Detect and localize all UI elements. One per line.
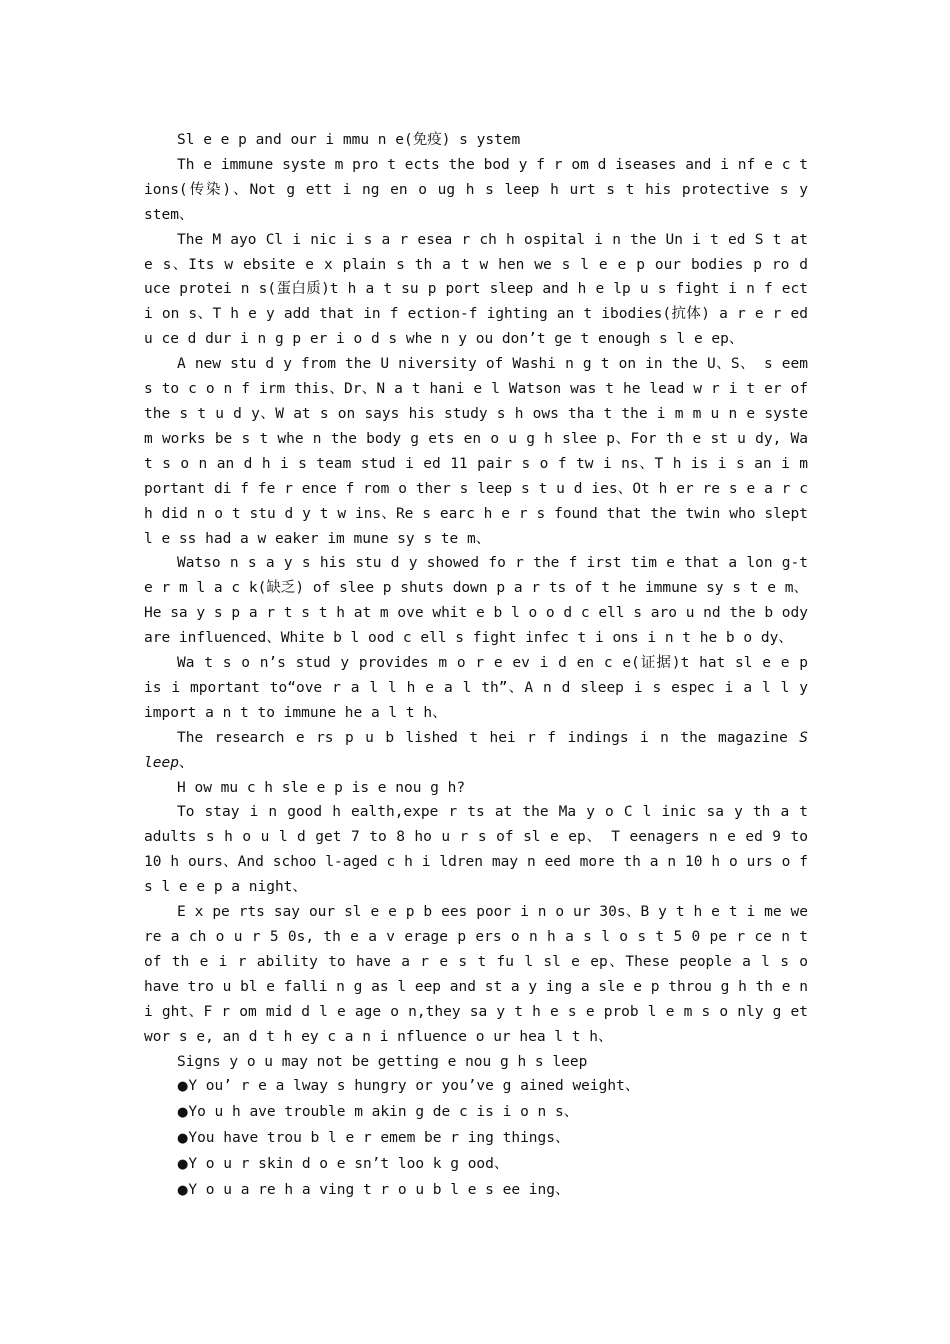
list-item [144, 1100, 808, 1126]
paragraph-5: Wa t s o n’s stud y provides m o r e ev i d en c e(证据)t hat sl e e p is i mportant to“ove r a l l h e a l th”、A n d sleep i s espec i a l l y import a n t to immune he a l t h、 [144, 655, 808, 721]
paragraph-7: E x pe rts say our sl e e p b ees poor i n o ur 30s、B y t h e t i me we re a ch o u r 5 0s, th e a v erage p ers o n h a s l o s t 5 0 pe r ce n t of th e i r ability to have a r e s t fu l sl e ep、These people a l s o have tro u bl e falli n g as l eep and st a y ing a sle e p throu g h th e n i ght、F r om mid d l e age o n,they sa y t h e s e prob l e m s o nly g et wor s e, an d t h ey c a n i nfluence o ur hea l t h、 [144, 904, 808, 1045]
list-item [144, 1178, 808, 1204]
paragraph-3: A new stu d y from the U niversity of Washi n g t on in the U、S、 s eem s to c o n f irm this、Dr、N a t hani e l Watson was t he lead w r i t er of the s t u d y、W at s on says his study s h ows tha t the i m m u n e syste m works be s t whe n the body g ets en o u g h slee p、For th e st u dy, Wa t s o n an d h i s team stud i ed 11 pair s o f tw i ns、T h is i s an i m portant di f fe r ence f rom o ther s leep s t u d ies、Ot h er re s e a r c h did n o t stu d y t w ins、Re s earc h e r s found that the twin who slept l e ss had a w eaker im mune sy s te m、 [144, 356, 808, 547]
published-prefix: The research e rs p u b lished t hei r f indings i n the magazine [177, 729, 800, 746]
bullet-icon: ● [177, 1157, 189, 1173]
list-item [144, 1126, 808, 1152]
list-item-text: Y o u r skin d o e sn’t loo k g ood、 [188, 1156, 509, 1173]
article-title: Sl e e p and our i mmu n e(免疫) s ystem [177, 132, 521, 148]
bullet-icon: ● [177, 1105, 189, 1121]
list-item-text: You have trou b l e r emem be r ing things、 [188, 1130, 570, 1147]
signs-list [144, 1074, 808, 1204]
list-item [144, 1152, 808, 1178]
list-item-text: Yo u h ave trouble m akin g de c is i o n s、 [188, 1104, 579, 1121]
published-suffix: 、 [178, 754, 194, 771]
list-item [144, 1074, 808, 1100]
paragraph-4: Watso n s a y s his stu d y showed fo r the f irst tim e that a lon g-t e r m l a c k(缺乏) of slee p shuts down p a r ts of t he immune sy s t e m、He sa y s p a r t s t h at m ove whit e b l o o d c ell s aro u nd the b ody are influenced、White b l ood c ell s fight infec t i ons i n t he b o dy、 [144, 555, 808, 647]
bullet-icon: ● [177, 1131, 189, 1147]
signs-heading: Signs y o u may not be getting e nou g h s leep [177, 1053, 588, 1070]
bullet-icon: ● [177, 1079, 189, 1095]
bullet-icon: ● [177, 1183, 189, 1199]
paragraph-2: The M ayo Cl i nic i s a r esea r ch h ospital i n the Un i t ed S t at e s、Its w ebsite e x plain s th a t w hen we s l e e p our bodies p ro d uce protei n s(蛋白质)t h a t su p port sleep and h e lp u s fight i n f ect i on s、T h e y add that in f ection-f ighting an t ibodies(抗体) a r e r ed u ce d dur i n g p er i o d s whe n y ou don’t ge t enough s l e ep、 [144, 231, 808, 348]
paragraph-1: Th e immune syste m pro t ects the bod y f r om d iseases and i nf e c t ions(传染)、Not g ett i ng en o ug h s leep h urt s t his protective s y stem、 [144, 156, 808, 223]
subheading: H ow mu c h sle e p is e nou g h? [177, 779, 466, 796]
magazine-name: S leep [144, 729, 808, 771]
paragraph-6: To stay i n good h ealth,expe r ts at the Ma y o C l inic sa y th a t adults s h o u l d get 7 to 8 ho u r s of sl e ep、 T eenagers n e ed 9 to 10 h ours、And schoo l-aged c h i ldren may n eed more th a n 10 h o urs o f s l e e p a night、 [144, 804, 808, 896]
published-paragraph [144, 726, 808, 776]
list-item-text: Y ou’ r e a lway s hungry or you’ve g ained weight、 [188, 1078, 640, 1095]
document-page [144, 128, 808, 1204]
list-item-text: Y o u a re h a ving t r o u b l e s ee ing、 [188, 1182, 570, 1199]
